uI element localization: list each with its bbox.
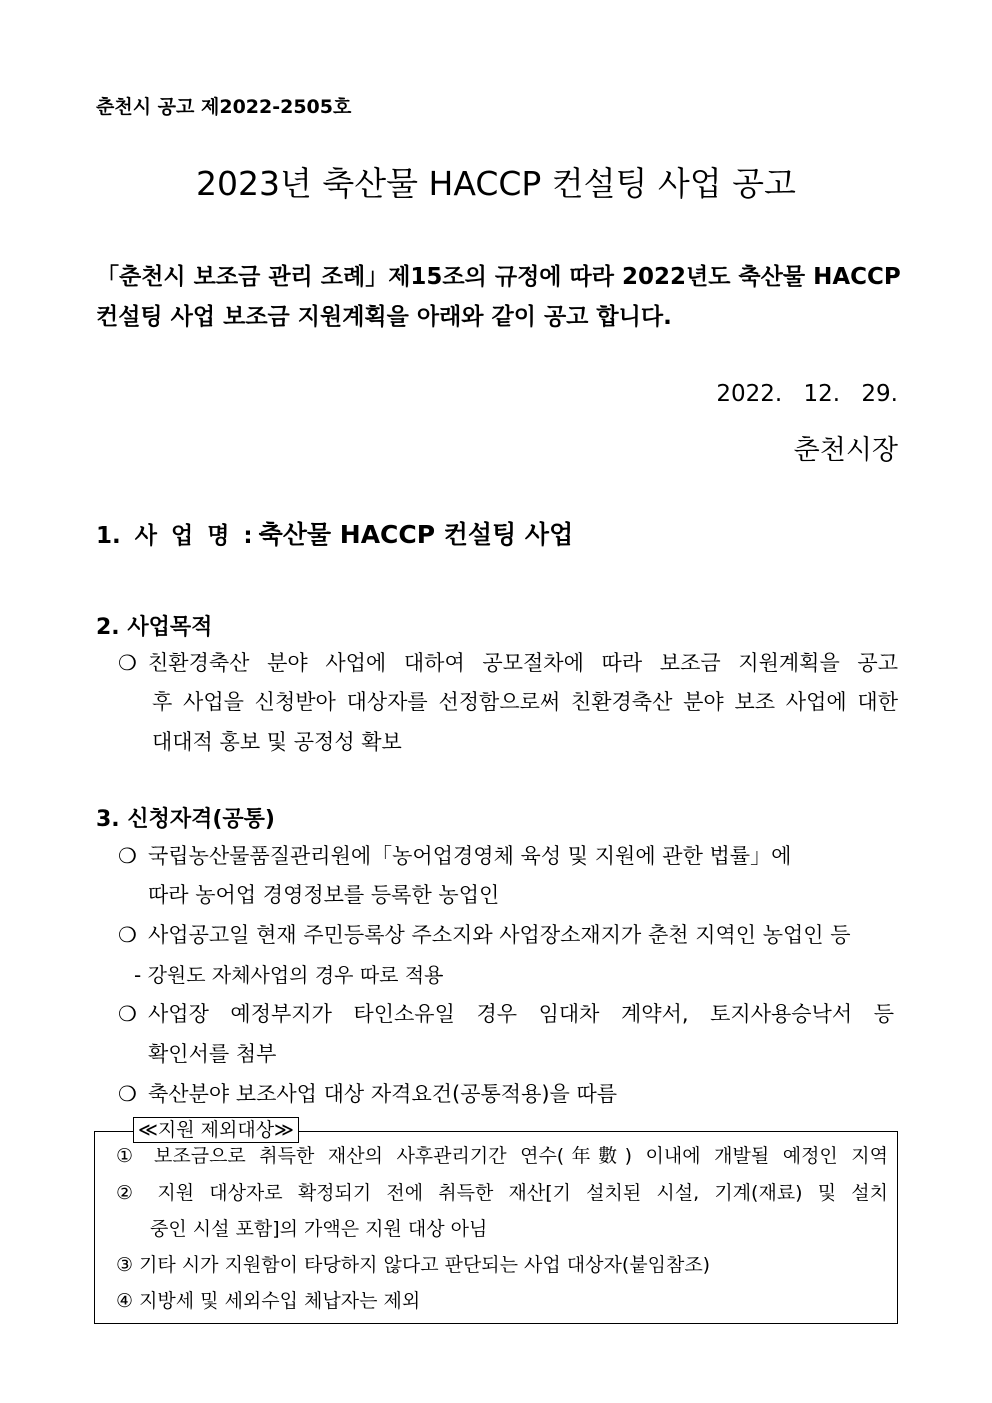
- circle-bullet-icon: ❍: [118, 651, 137, 675]
- issuer: 춘천시장: [793, 435, 898, 466]
- section-1-project-name: [96, 515, 573, 551]
- section-3-item-1: [118, 840, 791, 870]
- section-3-item-1-line-2: 따라 농어업 경영정보를 등록한 농업인: [148, 883, 500, 907]
- intro-line-2: 컨설팅 사업 보조금 지원계획을 아래와 같이 공고 합니다.: [96, 304, 672, 330]
- circle-bullet-icon: ❍: [118, 1082, 137, 1106]
- section-3-item-2-sub: - 강원도 자체사업의 경우 따로 적용: [134, 963, 444, 987]
- section-2-line-3: 대대적 홍보 및 공정성 확보: [152, 730, 402, 754]
- section-3-item-2: [118, 919, 851, 949]
- section-3-heading: 3. 신청자격(공통): [96, 807, 275, 832]
- notice-date: 2022. 12. 29.: [716, 381, 898, 407]
- section-1-label: 1. 사 업 명 :: [96, 523, 253, 549]
- exclusions-title: ≪지원 제외대상≫: [133, 1117, 299, 1143]
- intro-line-1: 「춘천시 보조금 관리 조례」제15조의 규정에 따라 2022년도 축산물 HACCP: [96, 264, 901, 290]
- section-3-item-4: [118, 1078, 617, 1108]
- section-1-value: 축산물 HACCP 컨설팅 사업: [258, 520, 574, 549]
- section-3-item-3: [118, 998, 894, 1028]
- section-2-item: [118, 647, 898, 677]
- section-3-item-3-line-1: 사업장 예정부지가 타인소유일 경우 임대차 계약서, 토지사용승낙서 등: [148, 1002, 894, 1026]
- document-title: 2023년 축산물 HACCP 컨설팅 사업 공고: [196, 164, 796, 203]
- circle-bullet-icon: ❍: [118, 844, 137, 868]
- section-3-item-3-line-2: 확인서를 첨부: [148, 1042, 277, 1066]
- exclusion-item-3: ③ 기타 시가 지원함이 타당하지 않다고 판단되는 사업 대상자(붙임참조): [116, 1254, 711, 1276]
- exclusion-item-2-line-2: 중인 시설 포함]의 가액은 지원 대상 아님: [150, 1218, 488, 1240]
- section-2-line-2: 후 사업을 신청받아 대상자를 선정함으로써 친환경축산 분야 보조 사업에 대한: [152, 690, 898, 714]
- section-2-heading: 2. 사업목적: [96, 615, 213, 640]
- exclusion-item-4: ④ 지방세 및 세외수입 체납자는 제외: [116, 1290, 421, 1312]
- exclusion-item-1: ① 보조금으로 취득한 재산의 사후관리기간 연수(年數) 이내에 개발될 예정인 지역: [116, 1145, 888, 1167]
- exclusion-item-2-line-1: ② 지원 대상자로 확정되기 전에 취득한 재산[기 설치된 시설, 기계(재료) 및 설치: [116, 1182, 888, 1204]
- circle-bullet-icon: ❍: [118, 1002, 137, 1026]
- section-3-item-4-text: 축산분야 보조사업 대상 자격요건(공통적용)을 따름: [148, 1082, 618, 1106]
- section-3-item-1-line-1: 국립농산물품질관리원에「농어업경영체 육성 및 지원에 관한 법률」에: [148, 844, 792, 868]
- section-3-item-2-text: 사업공고일 현재 주민등록상 주소지와 사업장소재지가 춘천 지역인 농업인 등: [148, 923, 851, 947]
- notice-number: 춘천시 공고 제2022-2505호: [96, 96, 352, 118]
- section-2-line-1: 친환경축산 분야 사업에 대하여 공모절차에 따라 보조금 지원계획을 공고: [148, 651, 898, 675]
- circle-bullet-icon: ❍: [118, 923, 137, 947]
